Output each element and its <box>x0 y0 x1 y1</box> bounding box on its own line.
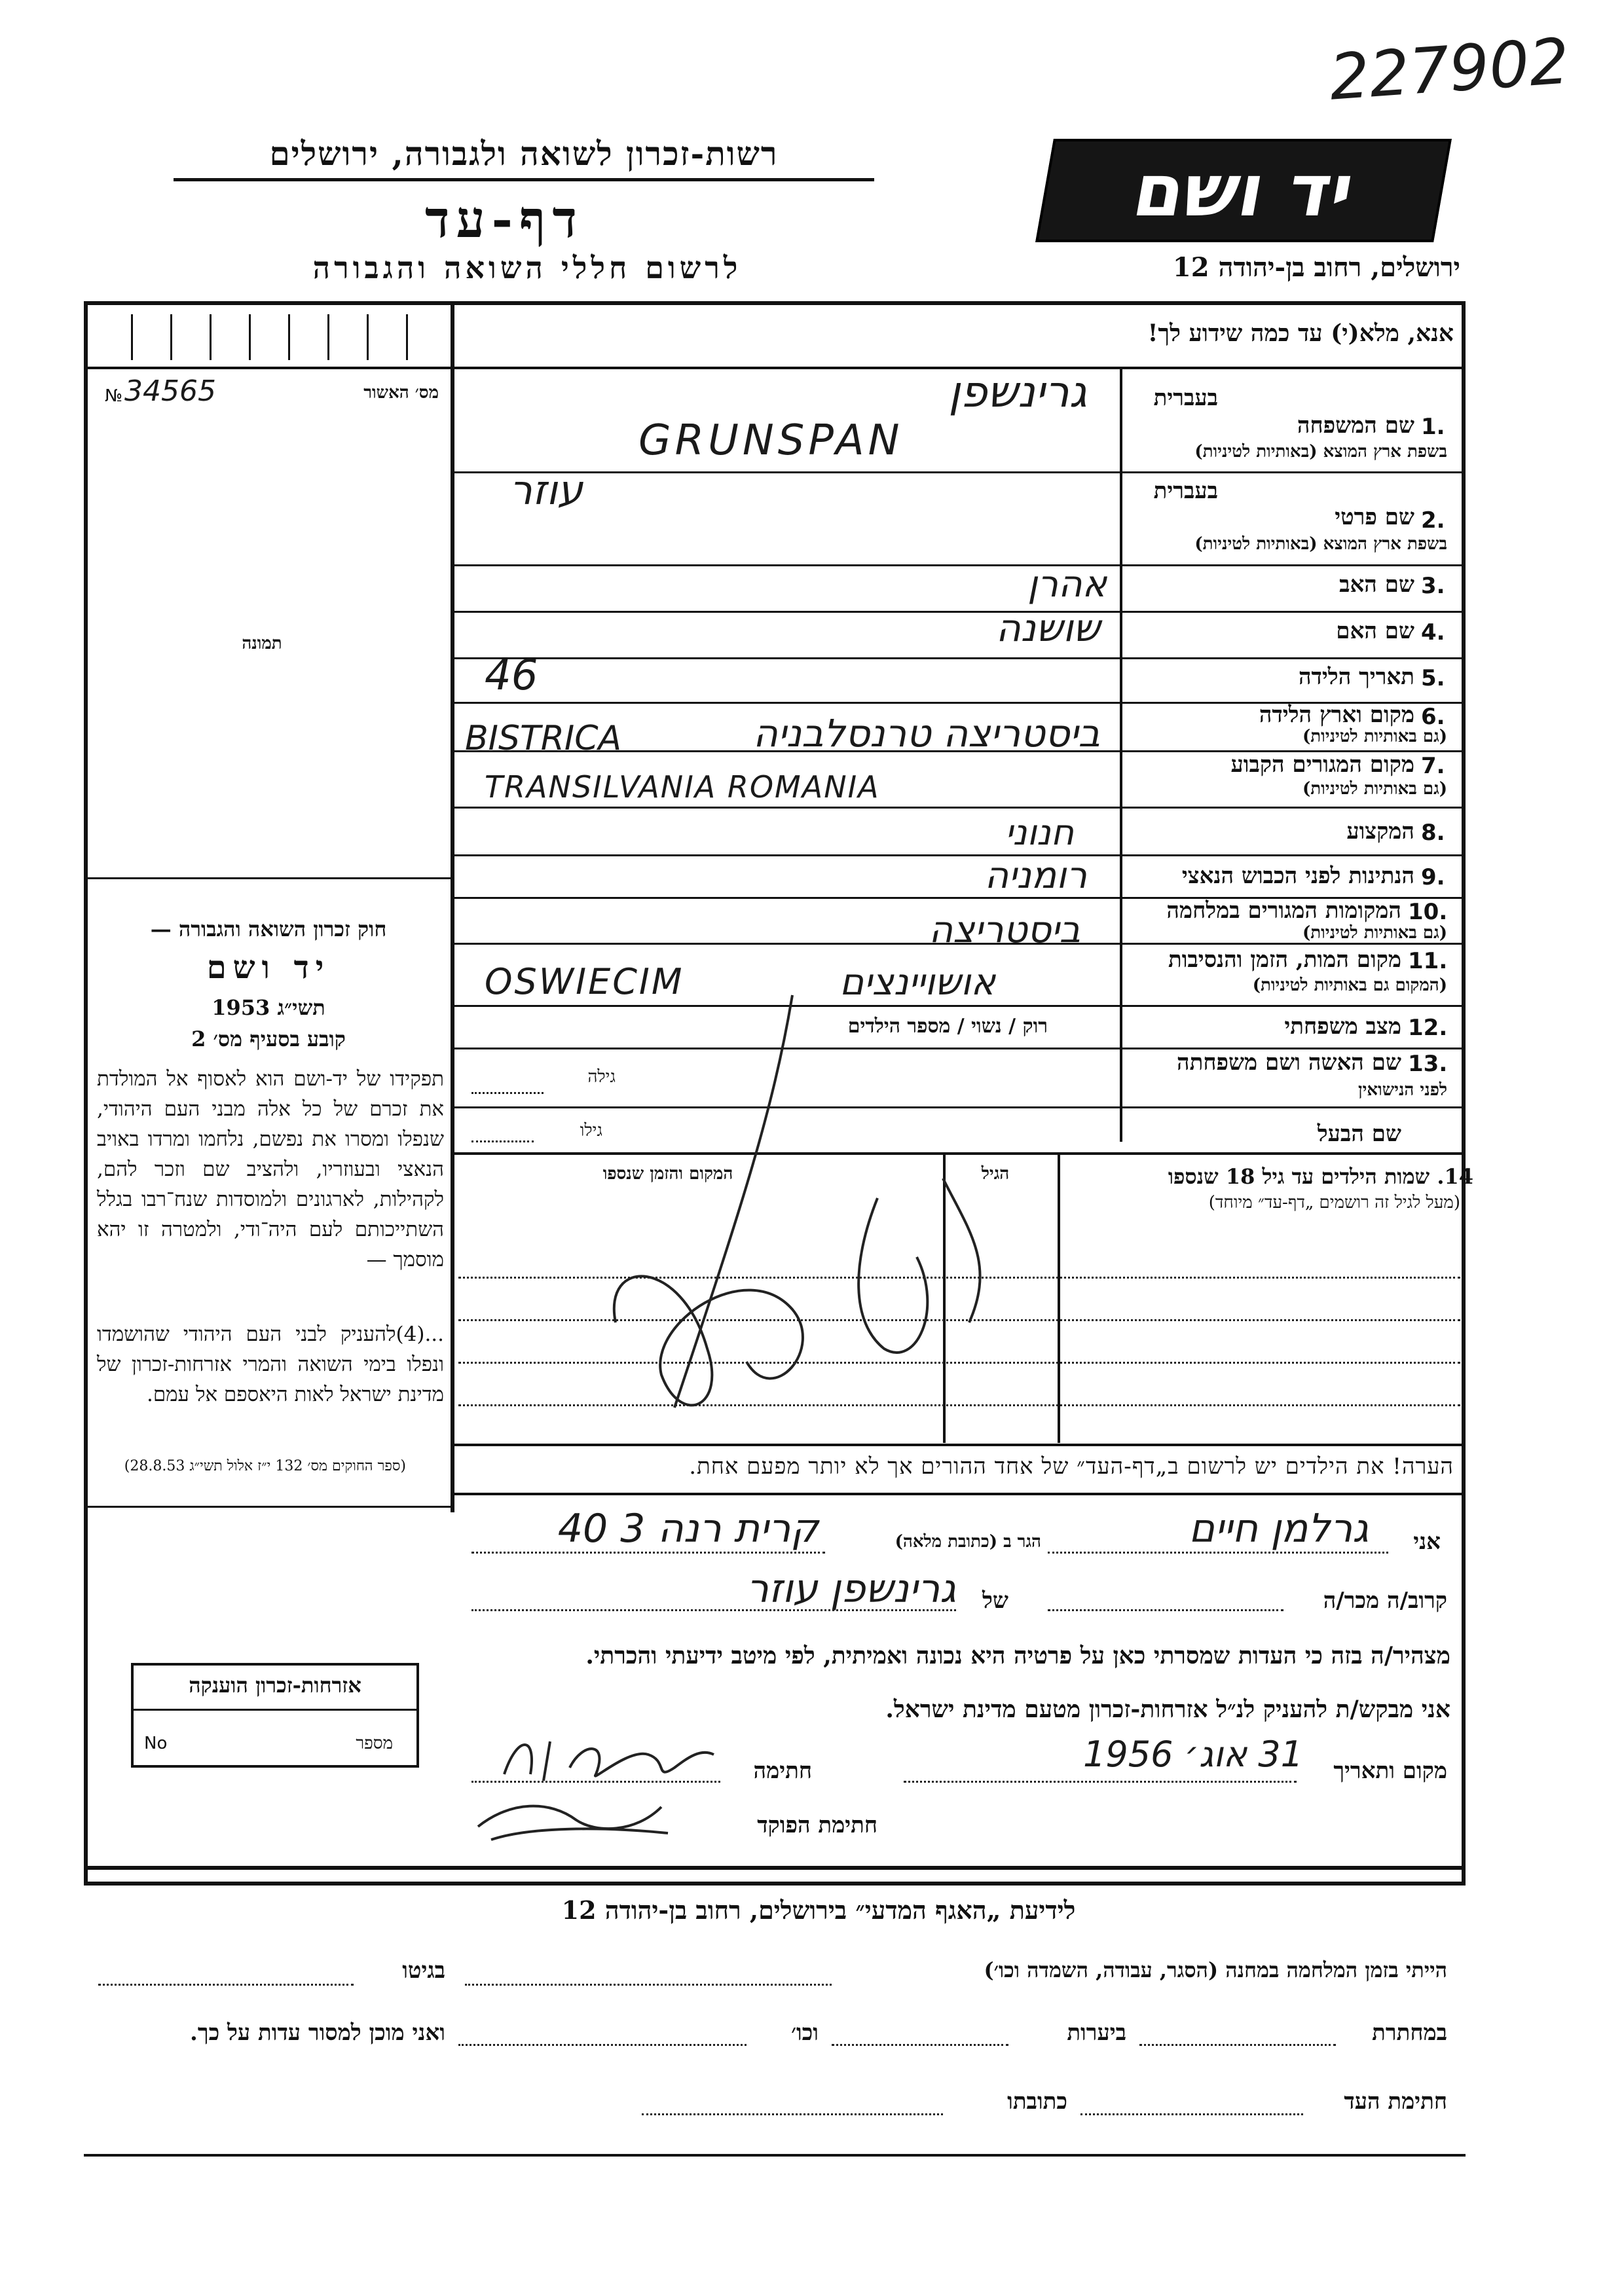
husband-label: שם הבעל <box>1317 1121 1401 1147</box>
field-6-label: מקום וארץ הלידה <box>1259 702 1414 728</box>
serial-rule <box>88 367 452 369</box>
law-line2: יד ושם <box>206 949 331 986</box>
header-underline <box>174 178 874 181</box>
field-2-label: שם פרטי <box>1335 504 1414 530</box>
instructions: אנא, מלא(י) עד כמה שידוע לך! <box>1147 319 1454 347</box>
footer-title: לידיעת „האגף המדעי״ בירושלים, רחוב בן-יהודה 12 <box>561 1895 1076 1925</box>
field-9-value-he: רומניה <box>984 854 1087 897</box>
row-sep <box>454 471 1466 473</box>
field-4-value-he: שושנה <box>995 606 1100 650</box>
footer-line2-a: במחתרת <box>1372 2020 1447 2046</box>
photo-label: תמונה <box>242 634 282 653</box>
citizenship-rule <box>134 1709 416 1711</box>
footer-line3-b-dots <box>642 2113 943 2115</box>
field-1-label: שם המשפחה <box>1297 412 1414 439</box>
field-10-num: 10. <box>1408 899 1448 925</box>
field-13-label: שם האשה ושם משפחתה <box>1177 1049 1401 1076</box>
field-8-num: 8. <box>1421 820 1445 846</box>
field-11-num: 11. <box>1408 948 1448 974</box>
children-sub: (מעל לגיל זה רושמים „דף-עד״ מיוחד) <box>1208 1193 1460 1212</box>
citizenship-no: No <box>144 1734 168 1753</box>
children-col-age: הגיל <box>981 1164 1010 1184</box>
field-5-value: 46 <box>485 651 538 700</box>
field-1-sub: בשפת ארץ המוצא (באותיות לטיניות) <box>1194 442 1447 462</box>
request-text: אני מבקש/ת להעניק לנ״ל אזרחות-זכרון מטעם מדינת ישראל. <box>885 1696 1450 1723</box>
footer-line2-d: ואני מוכן למסור עדות על כך. <box>190 2020 445 2046</box>
field-5-num: 5. <box>1421 665 1445 691</box>
field-11-label: מקום המות, הזמן והנסיבות <box>1168 947 1401 973</box>
label-column-divider <box>1120 369 1122 1142</box>
footer-line1-a: הייתי בזמן המלחמה במחנה (הסגר, עבודה, השמדה וכו׳) <box>984 1958 1447 1982</box>
relative-label: קרוב/ה מכר/ה <box>1323 1588 1447 1614</box>
relative-of-value: גרינשפן עוזר <box>747 1566 956 1612</box>
form-subtitle: לרשום חללי השואה והגבורה <box>312 250 742 285</box>
field-4-num: 4. <box>1421 619 1445 646</box>
field-7-sub: (גם באותיות לטיניות) <box>1302 779 1447 799</box>
relative-line <box>1048 1609 1283 1611</box>
signature-label: חתימה <box>753 1758 812 1784</box>
footer-line2-b: ביערות <box>1067 2020 1126 2046</box>
photo-rule <box>88 877 452 879</box>
footer-top-rule <box>84 1866 1466 1870</box>
footer-line2-c: וכו׳ <box>791 2020 819 2046</box>
field-2-value-he: עוזר <box>509 466 583 514</box>
field-7-value-latin: TRANSILVANIA ROMANIA <box>485 769 880 805</box>
declarant-name-line <box>1048 1552 1388 1554</box>
field-1-value-he: גרינשפן <box>948 367 1087 417</box>
field-13-sub: לפני הנישואין <box>1357 1080 1447 1100</box>
footer-line2-c-dots <box>458 2044 747 2046</box>
husband-age-label: גילו <box>580 1121 602 1140</box>
law-line1: חוק זכרון השואה והגבורה — <box>150 917 387 941</box>
note-text: הערה! את הילדים יש לרשום ב„דף-העד״ של אחד ההורים אך לא יותר מפעם אחת. <box>689 1453 1454 1480</box>
serial-label: מס׳ האשור <box>363 383 439 403</box>
place-date-label: מקום ותאריך <box>1333 1758 1447 1784</box>
declaration-text: מצהיר/ה בזה כי העדות שמסרתי כאן על פרטיה היא נכונה ואמיתית, לפי מיטב ידיעתי והכרתי. <box>585 1642 1450 1669</box>
husband-age-line <box>471 1140 534 1142</box>
citizenship-number-label: מספר <box>356 1734 393 1753</box>
footer-line2-b-dots <box>832 2044 1008 2046</box>
field-6-sub: (גם באותיות לטיניות) <box>1302 727 1447 746</box>
signature-line <box>471 1781 720 1783</box>
field-6-value-he: ביסטריצה טרנסלבניה <box>753 711 1100 756</box>
law-line4: קובע בסעיף מס׳ 2 <box>191 1027 346 1051</box>
row-sep <box>454 564 1466 566</box>
field-10-sub: (גם באותיות לטיניות) <box>1302 923 1447 943</box>
field-1-hebrew-tag: בעברית <box>1153 385 1218 411</box>
date-value: 31 אוג׳ 1956 <box>1083 1734 1303 1775</box>
children-col-div <box>1058 1155 1060 1443</box>
date-line <box>904 1781 1297 1783</box>
form-title: דף-עד <box>425 190 583 249</box>
footer-line1-b-dots <box>98 1984 354 1986</box>
field-3-value-he: אהרן <box>1027 563 1107 606</box>
footer-line2-a-dots <box>1139 2044 1336 2046</box>
declarant-address-line <box>471 1552 825 1554</box>
children-col-place: המקום והזמן שנספו <box>602 1164 733 1184</box>
serial-no: № <box>105 386 123 406</box>
law-rule <box>88 1506 452 1508</box>
relative-of-label: של <box>982 1588 1008 1614</box>
note-rule <box>454 1444 1466 1446</box>
official-signature <box>471 1787 674 1846</box>
citizenship-title: אזרחות-זכרון הוענקה <box>189 1673 361 1698</box>
law-body-2: ...(4)להעניק לבני העם היהודי שהושמדו ונפלו בימי השואה והמרי אזרחות-זכרון של מדינת ישראל לאות היאספם אל עמם. <box>97 1322 444 1406</box>
declarant-address-label: הגר ב (כתובת מלאה) <box>895 1532 1041 1552</box>
field-11-sub: (המקום גם באותיות לטיניות) <box>1252 975 1447 995</box>
field-8-value-he: חנוני <box>1005 812 1074 853</box>
field-4-label: שם האם <box>1336 618 1414 644</box>
footer-bottom-rule <box>84 2154 1466 2157</box>
footer-line1-b: בגיטו <box>402 1958 445 1984</box>
field-9-label: הנתינות לפני הכבוש הנאצי <box>1181 863 1414 889</box>
footer-line3-a-dots <box>1080 2113 1303 2115</box>
field-2-hebrew-tag: בעברית <box>1153 478 1218 504</box>
field-10-value-he: ביסטריצה <box>929 909 1080 951</box>
field-11-value-he: אושויינצים <box>840 961 995 1004</box>
row-sep <box>454 807 1466 809</box>
field-12-num: 12. <box>1408 1015 1448 1041</box>
field-13-age-line <box>471 1092 544 1094</box>
field-7-label: מקום המגורים הקבוע <box>1230 752 1414 778</box>
footer-line3-a: חתימת העד <box>1344 2088 1447 2115</box>
field-11-value-latin: OSWIECIM <box>485 961 684 1002</box>
declarant-i-label: אני <box>1413 1529 1441 1555</box>
note-bottom-rule <box>454 1493 1466 1495</box>
field-5-label: תאריך הלידה <box>1298 664 1414 690</box>
serial-ticks <box>98 314 439 360</box>
archive-number: 227902 <box>1327 24 1572 115</box>
field-13-age-label: גילה <box>587 1067 616 1087</box>
footer-line3-b: כתובתו <box>1007 2088 1067 2115</box>
row-sep <box>454 657 1466 659</box>
field-7-num: 7. <box>1421 753 1445 779</box>
field-12-options: רוק / נשוי / מספר הילדים <box>847 1015 1048 1038</box>
field-3-label: שם האב <box>1339 572 1414 598</box>
field-6-num: 6. <box>1421 704 1445 730</box>
law-line3: תשי״ג 1953 <box>212 995 325 1020</box>
field-6-value-latin: BISTRICA <box>465 719 622 758</box>
children-label: 14. שמות הילדים עד גיל 18 שנספו <box>1168 1164 1473 1189</box>
field-8-label: המקצוע <box>1346 818 1414 845</box>
header-address: ירושלים, רחוב בן-יהודה 12 <box>1172 252 1460 283</box>
field-10-label: המקומות המגורים במלחמה <box>1166 898 1401 924</box>
official-signature-label: חתימת הפוקד <box>757 1812 877 1838</box>
field-3-num: 3. <box>1421 573 1445 599</box>
field-2-sub: בשפת ארץ המוצא (באותיות לטיניות) <box>1194 534 1447 554</box>
field-1-value-latin: GRUNSPAN <box>638 416 904 465</box>
law-citation: (ספר החוקים מס׳ 132 י״ז אלול תשי״ג 28.8.53) <box>124 1458 406 1474</box>
authority-title: רשות-זכרון לשואה ולגבורה, ירושלים <box>269 134 779 173</box>
serial-value: 34565 <box>124 374 216 408</box>
footer-line1-dots <box>465 1984 832 1986</box>
cross-out-scribble <box>576 982 1035 1440</box>
field-9-num: 9. <box>1421 864 1445 890</box>
field-12-label: מצב משפחתי <box>1284 1013 1401 1040</box>
field-2-num: 2. <box>1421 507 1445 534</box>
law-body: תפקידו של יד-ושם הוא לאסוף אל המולדת את זכרם של כל אלה מבני העם היהודי, שנפלו ומסרו את נפשם, נלחמו ומרדו באויב הנאצי ובעוזריו, ולהציב שם וזכר להם, לקהילות, לארגונים ולמוסדות שנח־רבו בגלל השתייכותם לעם היה־ודי, ולמטרה זו יהא מוסמך — <box>97 1067 444 1271</box>
declarant-name: גרלמן חיים <box>1189 1506 1369 1552</box>
relative-of-line <box>471 1609 956 1611</box>
declarant-signature <box>498 1728 720 1787</box>
field-1-num: 1. <box>1421 414 1445 440</box>
yad-vashem-logo: יד ושם <box>1035 139 1452 242</box>
declarant-address: קרית רנה 3 40 <box>557 1506 819 1552</box>
field-13-num: 13. <box>1408 1051 1448 1077</box>
